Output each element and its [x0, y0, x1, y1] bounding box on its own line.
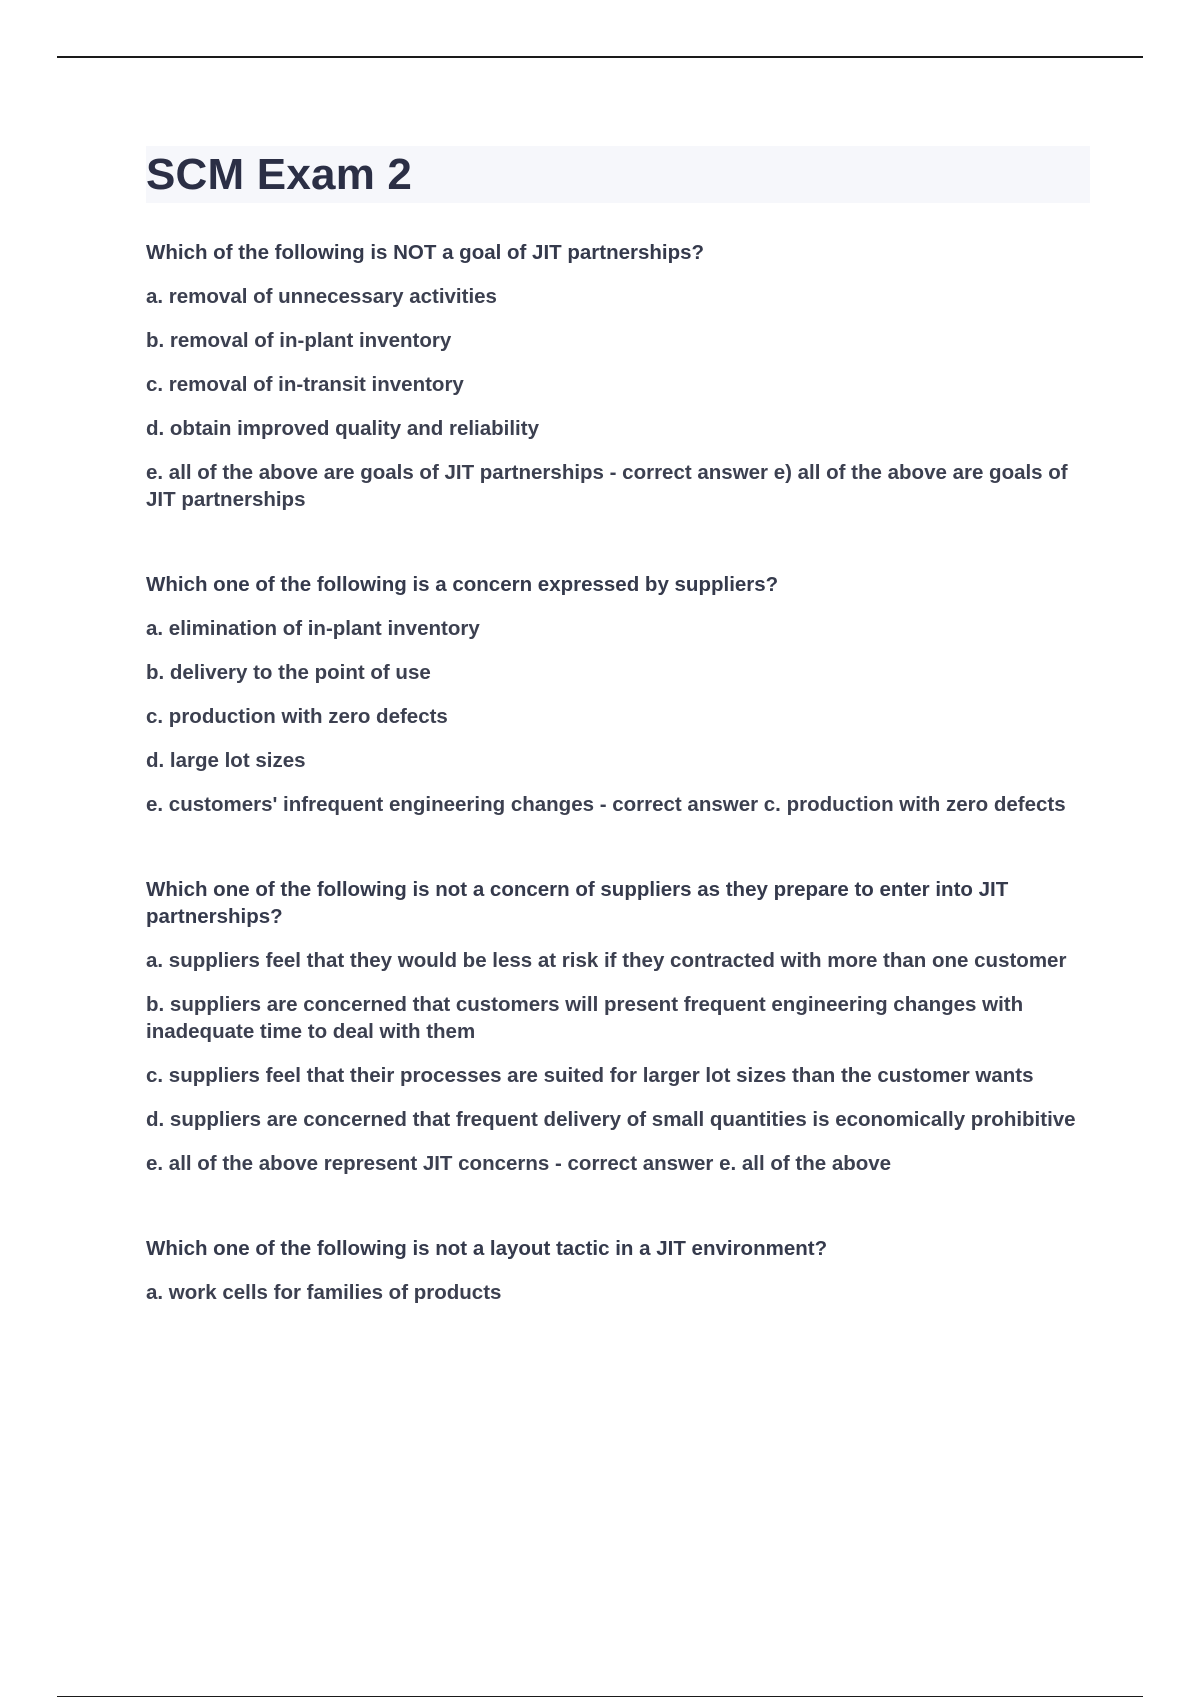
top-rule: [57, 56, 1143, 58]
question-block-2: [146, 571, 1090, 818]
question-text: Which one of the following is not a layout tactic in a JIT environment?: [146, 1237, 828, 1260]
answer-option: b. suppliers are concerned that customers will present frequent engineering changes with inadequate time to deal with them: [146, 993, 1024, 1043]
answer-option: c. production with zero defects: [146, 705, 448, 728]
answer-option: a. elimination of in-plant inventory: [146, 617, 480, 640]
question-text: Which one of the following is a concern expressed by suppliers?: [146, 573, 779, 596]
answer-option: e. customers' infrequent engineering changes - correct answer c. production with zero defects: [146, 793, 1066, 816]
bottom-rule: [57, 1696, 1143, 1697]
answer-option: a. suppliers feel that they would be less at risk if they contracted with more than one customer: [146, 949, 1067, 972]
question-block-4: [146, 1235, 1090, 1306]
answer-option: d. large lot sizes: [146, 749, 306, 772]
question-text: Which of the following is NOT a goal of JIT partnerships?: [146, 241, 705, 264]
answer-option: e. all of the above represent JIT concerns - correct answer e. all of the above: [146, 1152, 892, 1175]
answer-option: c. suppliers feel that their processes are suited for larger lot sizes than the customer wants: [146, 1064, 1034, 1087]
question-text: Which one of the following is not a concern of suppliers as they prepare to enter into JIT partnerships?: [146, 878, 1009, 928]
title-banner: [146, 146, 1090, 203]
document-title: SCM Exam 2: [146, 149, 413, 199]
answer-option: a. work cells for families of products: [146, 1281, 502, 1304]
answer-option: d. obtain improved quality and reliability: [146, 417, 539, 440]
question-block-1: [146, 239, 1090, 513]
document-content: [146, 146, 1090, 1364]
question-block-3: [146, 876, 1090, 1177]
answer-option: d. suppliers are concerned that frequent delivery of small quantities is economically prohibitive: [146, 1108, 1076, 1131]
answer-option: c. removal of in-transit inventory: [146, 373, 464, 396]
answer-option: e. all of the above are goals of JIT partnerships - correct answer e) all of the above are goals of JIT partnerships: [146, 461, 1068, 511]
answer-option: a. removal of unnecessary activities: [146, 285, 497, 308]
answer-option: b. delivery to the point of use: [146, 661, 431, 684]
answer-option: b. removal of in-plant inventory: [146, 329, 452, 352]
